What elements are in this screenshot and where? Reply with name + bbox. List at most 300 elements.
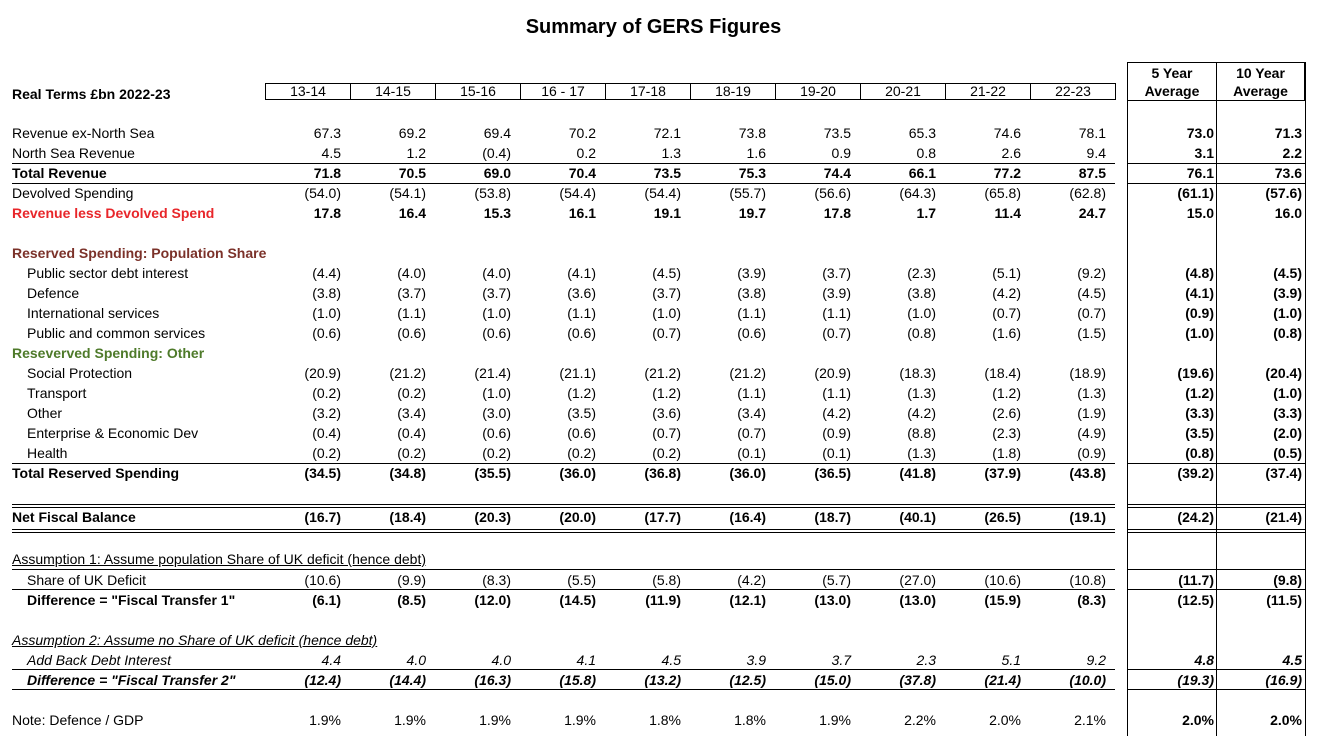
value-cell: (35.5) — [474, 465, 511, 481]
value-cell: (1.3) — [1077, 385, 1106, 401]
row-label: Defence — [27, 285, 80, 301]
average-cell: 3.1 — [1194, 145, 1214, 161]
row-rule — [12, 183, 1115, 184]
value-cell: (3.0) — [482, 405, 511, 421]
value-cell: (1.5) — [1077, 325, 1106, 341]
value-cell: (21.2) — [389, 365, 426, 381]
value-cell: (14.5) — [559, 592, 596, 608]
value-cell: (65.8) — [984, 185, 1021, 201]
average-cell: (39.2) — [1177, 465, 1214, 481]
value-cell: 1.9% — [819, 712, 851, 728]
value-cell: (5.7) — [822, 572, 851, 588]
value-cell: 70.4 — [568, 165, 596, 181]
row-rule — [12, 504, 1115, 508]
value-cell: (0.2) — [397, 445, 426, 461]
value-cell: (0.4) — [482, 145, 511, 161]
value-cell: (0.7) — [737, 425, 766, 441]
average-cell: (57.6) — [1265, 185, 1302, 201]
value-cell: (1.1) — [737, 385, 766, 401]
value-cell: (5.1) — [992, 265, 1021, 281]
value-cell: (8.3) — [1077, 592, 1106, 608]
value-cell: (41.8) — [899, 465, 936, 481]
section-heading: Assumption 2: Assume no Share of UK deficit (hence debt) — [12, 632, 378, 648]
value-cell: (0.4) — [397, 425, 426, 441]
average-cell: 2.0% — [1182, 712, 1214, 728]
row-rule — [12, 569, 1115, 570]
value-cell: (6.1) — [312, 592, 341, 608]
value-cell: (56.6) — [814, 185, 851, 201]
value-cell: (3.7) — [822, 265, 851, 281]
average-panel-border — [1127, 62, 1128, 736]
year-header: 18-19 — [690, 83, 776, 100]
value-cell: (37.8) — [899, 672, 936, 688]
value-cell: (1.6) — [992, 325, 1021, 341]
value-cell: (2.6) — [992, 405, 1021, 421]
value-cell: 4.4 — [321, 652, 341, 668]
value-cell: (12.0) — [474, 592, 511, 608]
value-cell: (36.0) — [559, 465, 596, 481]
row-rule — [12, 163, 1115, 164]
value-cell: (3.9) — [737, 265, 766, 281]
value-cell: 3.9 — [746, 652, 766, 668]
value-cell: (10.6) — [984, 572, 1021, 588]
average-cell: (11.7) — [1178, 572, 1214, 588]
value-cell: (17.7) — [644, 509, 681, 525]
section-heading: Reseverved Spending: Other — [12, 345, 205, 361]
value-cell: 5.1 — [1001, 652, 1021, 668]
value-cell: (21.1) — [559, 365, 596, 381]
value-cell: (8.5) — [397, 592, 426, 608]
value-cell: (0.2) — [482, 445, 511, 461]
value-cell: 73.5 — [823, 125, 851, 141]
average-cell: (3.9) — [1273, 285, 1302, 301]
value-cell: (0.7) — [1077, 305, 1106, 321]
value-cell: (1.0) — [482, 305, 511, 321]
year-header: 19-20 — [775, 83, 861, 100]
value-cell: (3.8) — [312, 285, 341, 301]
year-header: 15-16 — [435, 83, 521, 100]
value-cell: 1.9% — [564, 712, 596, 728]
average-cell: 16.0 — [1274, 205, 1302, 221]
value-cell: (0.6) — [397, 325, 426, 341]
value-cell: (36.0) — [729, 465, 766, 481]
value-cell: 4.0 — [406, 652, 426, 668]
value-cell: (1.0) — [312, 305, 341, 321]
average-cell: 73.0 — [1186, 125, 1214, 141]
value-cell: (0.9) — [822, 425, 851, 441]
row-label: Total Revenue — [12, 165, 107, 181]
row-label: International services — [27, 305, 160, 321]
average-cell: (0.8) — [1273, 325, 1302, 341]
value-cell: (18.4) — [984, 365, 1021, 381]
average-cell: (19.3) — [1177, 672, 1214, 688]
value-cell: (12.1) — [729, 592, 766, 608]
page-title: Summary of GERS Figures — [525, 16, 782, 38]
average-panel-divider — [1216, 62, 1217, 736]
average-cell: (37.4) — [1265, 465, 1302, 481]
value-cell: (15.8) — [559, 672, 596, 688]
value-cell: (37.9) — [984, 465, 1021, 481]
row-label: Other — [27, 405, 63, 421]
value-cell: 87.5 — [1078, 165, 1106, 181]
value-cell: 17.8 — [823, 205, 851, 221]
value-cell: (9.9) — [397, 572, 426, 588]
value-cell: 17.8 — [313, 205, 341, 221]
average-cell: (4.1) — [1185, 285, 1214, 301]
row-label: Public sector debt interest — [27, 265, 189, 281]
average-cell: (19.6) — [1177, 365, 1214, 381]
value-cell: (13.2) — [644, 672, 681, 688]
value-cell: (2.3) — [992, 425, 1021, 441]
value-cell: (15.9) — [984, 592, 1021, 608]
row-label: North Sea Revenue — [12, 145, 135, 161]
row-rule — [12, 529, 1115, 533]
value-cell: (0.1) — [822, 445, 851, 461]
value-cell: (1.0) — [907, 305, 936, 321]
value-cell: 24.7 — [1078, 205, 1106, 221]
value-cell: (21.4) — [984, 672, 1021, 688]
value-cell: (3.4) — [737, 405, 766, 421]
value-cell: (1.2) — [567, 385, 596, 401]
value-cell: (3.2) — [312, 405, 341, 421]
value-cell: (21.4) — [474, 365, 511, 381]
row-label: Share of UK Deficit — [27, 572, 147, 588]
value-cell: 1.8% — [734, 712, 766, 728]
value-cell: (4.2) — [737, 572, 766, 588]
row-rule — [12, 689, 1115, 690]
value-cell: 69.0 — [483, 165, 511, 181]
year-header: 13-14 — [265, 83, 351, 100]
row-label: Total Reserved Spending — [12, 465, 179, 481]
average-cell: (4.8) — [1185, 265, 1214, 281]
value-cell: (1.1) — [737, 305, 766, 321]
value-cell: 0.9 — [831, 145, 851, 161]
section-heading: Reserved Spending: Population Share — [12, 245, 267, 261]
value-cell: 9.2 — [1086, 652, 1106, 668]
value-cell: 65.3 — [908, 125, 936, 141]
row-label: Difference = "Fiscal Transfer 2" — [27, 672, 236, 688]
year-header: 17-18 — [605, 83, 691, 100]
year-header: 14-15 — [350, 83, 436, 100]
value-cell: (16.4) — [729, 509, 766, 525]
value-cell: 70.2 — [568, 125, 596, 141]
average-header-line: Average — [1144, 83, 1200, 99]
value-cell: (0.6) — [737, 325, 766, 341]
value-cell: (20.9) — [304, 365, 341, 381]
value-cell: (0.8) — [907, 325, 936, 341]
value-cell: 1.8% — [649, 712, 681, 728]
value-cell: 69.4 — [483, 125, 511, 141]
value-cell: 9.4 — [1086, 145, 1106, 161]
value-cell: (1.3) — [907, 385, 936, 401]
value-cell: (20.3) — [474, 509, 511, 525]
value-cell: 16.4 — [398, 205, 426, 221]
value-cell: (4.2) — [822, 405, 851, 421]
value-cell: 74.6 — [993, 125, 1021, 141]
year-header: 16 - 17 — [520, 83, 606, 100]
value-cell: (0.9) — [1077, 445, 1106, 461]
row-label: Social Protection — [27, 365, 133, 381]
value-cell: 70.5 — [398, 165, 426, 181]
value-cell: (10.6) — [304, 572, 341, 588]
value-cell: (1.1) — [397, 305, 426, 321]
year-header: 20-21 — [860, 83, 946, 100]
value-cell: (0.7) — [822, 325, 851, 341]
value-cell: (0.6) — [567, 325, 596, 341]
row-label: Add Back Debt Interest — [27, 652, 171, 668]
value-cell: (4.1) — [567, 265, 596, 281]
value-cell: (3.5) — [567, 405, 596, 421]
value-cell: (0.7) — [992, 305, 1021, 321]
value-cell: (1.1) — [567, 305, 596, 321]
average-cell: (0.8) — [1185, 445, 1214, 461]
average-cell: (1.0) — [1273, 385, 1302, 401]
value-cell: 66.1 — [908, 165, 936, 181]
value-cell: (64.3) — [899, 185, 936, 201]
value-cell: (0.1) — [737, 445, 766, 461]
row-rule — [12, 589, 1115, 590]
value-cell: 16.1 — [568, 205, 596, 221]
value-cell: (18.4) — [389, 509, 426, 525]
value-cell: (3.7) — [652, 285, 681, 301]
value-cell: (0.6) — [482, 425, 511, 441]
value-cell: (1.9) — [1077, 405, 1106, 421]
average-cell: (12.5) — [1177, 592, 1214, 608]
row-label: Devolved Spending — [12, 185, 134, 201]
value-cell: (20.9) — [814, 365, 851, 381]
average-cell: (21.4) — [1265, 509, 1302, 525]
row-label: Health — [27, 445, 68, 461]
average-cell: (24.2) — [1177, 509, 1214, 525]
row-label: Note: Defence / GDP — [12, 712, 144, 728]
average-cell: (0.5) — [1273, 445, 1302, 461]
value-cell: (3.9) — [822, 285, 851, 301]
average-cell: 71.3 — [1274, 125, 1302, 141]
value-cell: 0.2 — [576, 145, 596, 161]
average-cell: (20.4) — [1265, 365, 1302, 381]
value-cell: (4.0) — [482, 265, 511, 281]
value-cell: 75.3 — [738, 165, 766, 181]
average-header — [1127, 62, 1217, 101]
average-cell: 2.2 — [1282, 145, 1302, 161]
value-cell: 1.9% — [394, 712, 426, 728]
value-cell: (20.0) — [559, 509, 596, 525]
value-cell: 69.2 — [398, 125, 426, 141]
value-cell: (4.0) — [397, 265, 426, 281]
average-cell: (1.0) — [1185, 325, 1214, 341]
value-cell: 73.5 — [653, 165, 681, 181]
value-cell: (5.8) — [652, 572, 681, 588]
row-rule — [12, 463, 1115, 464]
value-cell: 2.1% — [1074, 712, 1106, 728]
value-cell: (0.6) — [567, 425, 596, 441]
value-cell: 1.6 — [746, 145, 766, 161]
value-cell: (0.2) — [652, 445, 681, 461]
year-header: 22-23 — [1030, 83, 1116, 100]
value-cell: 4.5 — [661, 652, 681, 668]
average-header-line: 10 Year — [1236, 65, 1285, 81]
value-cell: (40.1) — [899, 509, 936, 525]
average-cell: (61.1) — [1177, 185, 1214, 201]
value-cell: 1.2 — [406, 145, 426, 161]
average-cell: (0.9) — [1185, 305, 1214, 321]
value-cell: (3.7) — [482, 285, 511, 301]
value-cell: (4.5) — [1077, 285, 1106, 301]
value-cell: (3.8) — [737, 285, 766, 301]
value-cell: (34.5) — [304, 465, 341, 481]
value-cell: 0.8 — [916, 145, 936, 161]
value-cell: (19.1) — [1069, 509, 1106, 525]
value-cell: (1.0) — [482, 385, 511, 401]
value-cell: 71.8 — [313, 165, 341, 181]
value-cell: (21.2) — [729, 365, 766, 381]
value-cell: (1.8) — [992, 445, 1021, 461]
row-label: Difference = "Fiscal Transfer 1" — [27, 592, 236, 608]
value-cell: 77.2 — [993, 165, 1021, 181]
average-cell: 76.1 — [1186, 165, 1214, 181]
value-cell: (0.2) — [312, 385, 341, 401]
value-cell: (12.5) — [729, 672, 766, 688]
value-cell: 2.2% — [904, 712, 936, 728]
average-cell: (3.3) — [1273, 405, 1302, 421]
average-cell: 15.0 — [1186, 205, 1214, 221]
row-label: Net Fiscal Balance — [12, 509, 136, 525]
section-heading: Assumption 1: Assume population Share of UK deficit (hence debt) — [12, 551, 427, 567]
row-label: Public and common services — [27, 325, 206, 341]
value-cell: 78.1 — [1078, 125, 1106, 141]
value-cell: (0.7) — [652, 325, 681, 341]
average-cell: (3.3) — [1185, 405, 1214, 421]
value-cell: 1.3 — [661, 145, 681, 161]
value-cell: (2.3) — [907, 265, 936, 281]
value-cell: (54.1) — [389, 185, 426, 201]
value-cell: (9.2) — [1077, 265, 1106, 281]
value-cell: 2.0% — [989, 712, 1021, 728]
value-cell: (34.8) — [389, 465, 426, 481]
value-cell: (36.5) — [814, 465, 851, 481]
value-cell: (4.4) — [312, 265, 341, 281]
value-cell: (1.1) — [822, 385, 851, 401]
average-cell: (1.0) — [1273, 305, 1302, 321]
value-cell: (0.2) — [397, 385, 426, 401]
value-cell: (10.8) — [1069, 572, 1106, 588]
row-label: Enterprise & Economic Dev — [27, 425, 199, 441]
average-cell: (1.2) — [1185, 385, 1214, 401]
units-label: Real Terms £bn 2022-23 — [12, 86, 171, 102]
value-cell: 4.0 — [491, 652, 511, 668]
value-cell: 11.4 — [994, 205, 1021, 221]
value-cell: (54.0) — [304, 185, 341, 201]
year-header: 21-22 — [945, 83, 1031, 100]
value-cell: (11.9) — [645, 592, 681, 608]
value-cell: (8.3) — [482, 572, 511, 588]
average-cell: (16.9) — [1265, 672, 1302, 688]
value-cell: (1.2) — [992, 385, 1021, 401]
average-header-line: 5 Year — [1151, 65, 1193, 81]
average-header — [1216, 62, 1305, 101]
average-cell: (4.5) — [1273, 265, 1302, 281]
value-cell: (26.5) — [984, 509, 1021, 525]
value-cell: 67.3 — [313, 125, 341, 141]
value-cell: (16.7) — [304, 509, 341, 525]
row-label: Revenue less Devolved Spend — [12, 205, 215, 221]
value-cell: (4.2) — [992, 285, 1021, 301]
value-cell: 72.1 — [653, 125, 681, 141]
value-cell: 1.7 — [916, 205, 936, 221]
average-cell: (3.5) — [1185, 425, 1214, 441]
value-cell: (13.0) — [899, 592, 936, 608]
value-cell: 4.1 — [576, 652, 596, 668]
value-cell: (15.0) — [814, 672, 851, 688]
average-cell: 4.8 — [1194, 652, 1214, 668]
value-cell: (0.2) — [567, 445, 596, 461]
value-cell: 15.3 — [483, 205, 511, 221]
value-cell: (1.0) — [652, 305, 681, 321]
value-cell: (18.9) — [1069, 365, 1106, 381]
value-cell: (10.0) — [1069, 672, 1106, 688]
value-cell: 4.5 — [321, 145, 341, 161]
value-cell: 1.9% — [309, 712, 341, 728]
value-cell: (3.4) — [397, 405, 426, 421]
value-cell: (13.0) — [814, 592, 851, 608]
value-cell: (54.4) — [559, 185, 596, 201]
row-label: Revenue ex-North Sea — [12, 125, 155, 141]
value-cell: (14.4) — [389, 672, 426, 688]
value-cell: (4.5) — [652, 265, 681, 281]
value-cell: (4.2) — [907, 405, 936, 421]
value-cell: (43.8) — [1069, 465, 1106, 481]
average-cell: (9.8) — [1273, 572, 1302, 588]
average-panel-border — [1305, 62, 1306, 736]
value-cell: 1.9% — [479, 712, 511, 728]
value-cell: (3.8) — [907, 285, 936, 301]
value-cell: (0.6) — [482, 325, 511, 341]
value-cell: (3.6) — [567, 285, 596, 301]
value-cell: (53.8) — [474, 185, 511, 201]
value-cell: (27.0) — [899, 572, 936, 588]
value-cell: (8.8) — [907, 425, 936, 441]
value-cell: (18.3) — [899, 365, 936, 381]
value-cell: (62.8) — [1069, 185, 1106, 201]
value-cell: (1.3) — [907, 445, 936, 461]
value-cell: (54.4) — [644, 185, 681, 201]
value-cell: (16.3) — [474, 672, 511, 688]
average-cell: (2.0) — [1273, 425, 1302, 441]
row-label: Transport — [27, 385, 87, 401]
value-cell: (5.5) — [567, 572, 596, 588]
value-cell: (3.6) — [652, 405, 681, 421]
average-header-line: Average — [1233, 83, 1288, 99]
value-cell: (36.8) — [644, 465, 681, 481]
value-cell: (55.7) — [729, 185, 766, 201]
value-cell: (0.6) — [312, 325, 341, 341]
average-cell: (11.5) — [1266, 592, 1302, 608]
value-cell: 2.6 — [1001, 145, 1021, 161]
average-cell: 2.0% — [1270, 712, 1302, 728]
value-cell: (0.2) — [312, 445, 341, 461]
value-cell: (4.9) — [1077, 425, 1106, 441]
value-cell: (1.2) — [652, 385, 681, 401]
value-cell: 3.7 — [831, 652, 851, 668]
value-cell: 2.3 — [916, 652, 936, 668]
value-cell: (0.4) — [312, 425, 341, 441]
value-cell: (18.7) — [814, 509, 851, 525]
value-cell: 73.8 — [738, 125, 766, 141]
value-cell: 74.4 — [823, 165, 851, 181]
value-cell: (1.1) — [822, 305, 851, 321]
average-cell: 4.5 — [1282, 652, 1302, 668]
value-cell: (3.7) — [397, 285, 426, 301]
